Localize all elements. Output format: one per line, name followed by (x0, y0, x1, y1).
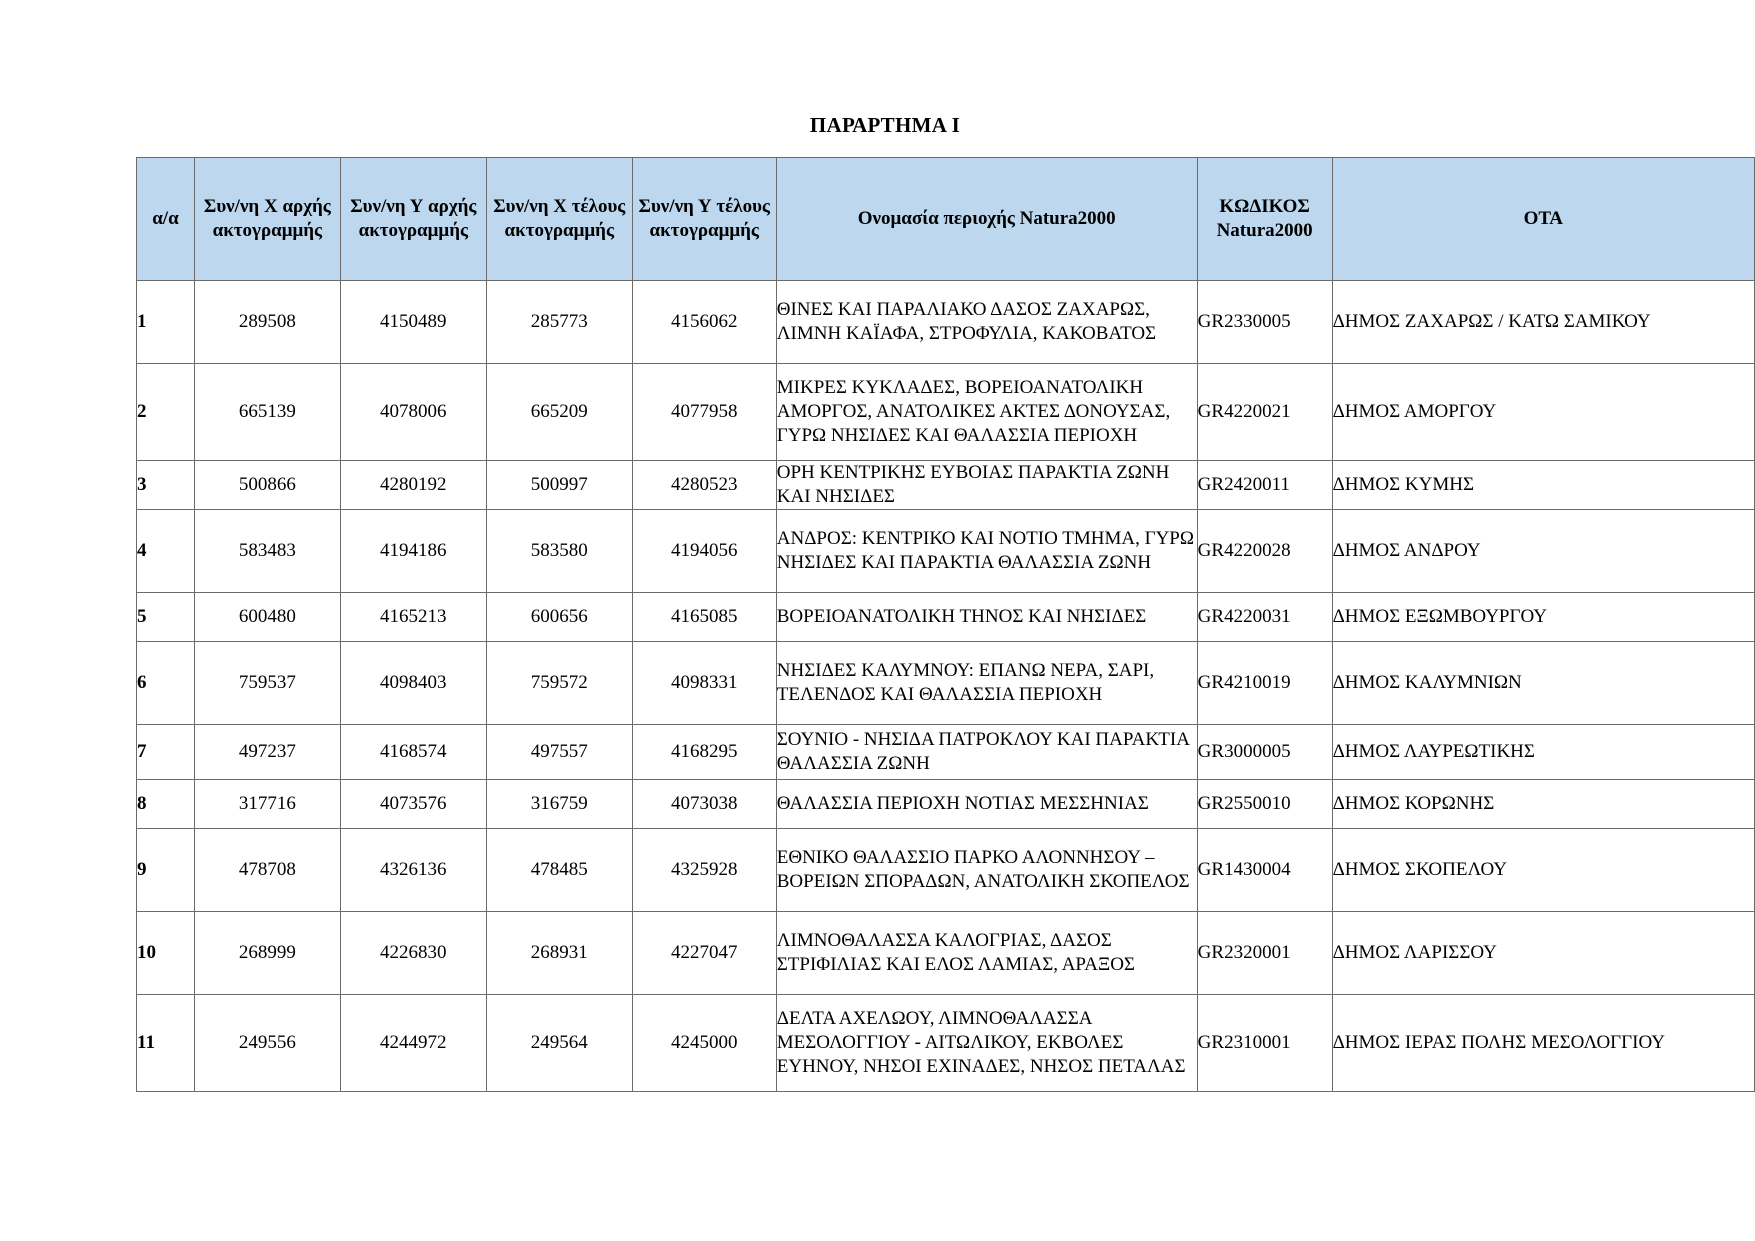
header-x-start: Συν/νη Χ αρχής ακτογραμμής (194, 158, 340, 281)
y-end-cell: 4194056 (632, 510, 776, 593)
x-start-cell: 249556 (194, 995, 340, 1092)
table-row (137, 461, 1755, 510)
table-row (137, 510, 1755, 593)
row-index: 9 (137, 829, 195, 912)
row-index: 2 (137, 364, 195, 461)
natura-name-cell: ΝΗΣΙΔΕΣ ΚΑΛΥΜΝΟΥ: ΕΠΑΝΩ ΝΕΡΑ, ΣΑΡΙ, ΤΕΛΕΝΔΟΣ ΚΑΙ ΘΑΛΑΣΣΙΑ ΠΕΡΙΟΧΗ (776, 642, 1197, 725)
x-end-cell: 478485 (486, 829, 632, 912)
y-start-cell: 4165213 (340, 593, 486, 642)
x-end-cell: 583580 (486, 510, 632, 593)
x-start-cell: 478708 (194, 829, 340, 912)
natura-name-cell: ΛΙΜΝΟΘΑΛΑΣΣΑ ΚΑΛΟΓΡΙΑΣ, ΔΑΣΟΣ ΣΤΡΙΦΙΛΙΑΣ ΚΑΙ ΕΛΟΣ ΛΑΜΙΑΣ, ΑΡΑΞΟΣ (776, 912, 1197, 995)
header-aa: α/α (137, 158, 195, 281)
ota-cell: ΔΗΜΟΣ ΑΝΔΡΟΥ (1332, 510, 1754, 593)
y-start-cell: 4280192 (340, 461, 486, 510)
y-end-cell: 4073038 (632, 780, 776, 829)
header-natura-code: ΚΩΔΙΚΟΣ Natura2000 (1197, 158, 1332, 281)
y-end-cell: 4280523 (632, 461, 776, 510)
natura-code-cell: GR2310001 (1197, 995, 1332, 1092)
y-start-cell: 4244972 (340, 995, 486, 1092)
ota-cell: ΔΗΜΟΣ ΣΚΟΠΕΛΟΥ (1332, 829, 1754, 912)
table-header-row (137, 158, 1755, 281)
ota-cell: ΔΗΜΟΣ ΕΞΩΜΒΟΥΡΓΟΥ (1332, 593, 1754, 642)
natura-coastline-table (136, 157, 1755, 1092)
table-row (137, 642, 1755, 725)
table-row (137, 725, 1755, 780)
y-start-cell: 4073576 (340, 780, 486, 829)
y-end-cell: 4245000 (632, 995, 776, 1092)
natura-code-cell: GR4220028 (1197, 510, 1332, 593)
x-start-cell: 759537 (194, 642, 340, 725)
natura-name-cell: ΑΝΔΡΟΣ: ΚΕΝΤΡΙΚΟ ΚΑΙ ΝΟΤΙΟ ΤΜΗΜΑ, ΓΥΡΩ ΝΗΣΙΔΕΣ ΚΑΙ ΠΑΡΑΚΤΙΑ ΘΑΛΑΣΣΙΑ ΖΩΝΗ (776, 510, 1197, 593)
ota-cell: ΔΗΜΟΣ ΖΑΧΑΡΩΣ / ΚΑΤΩ ΣΑΜΙΚΟΥ (1332, 281, 1754, 364)
header-ota: ΟΤΑ (1332, 158, 1754, 281)
ota-cell: ΔΗΜΟΣ ΚΥΜΗΣ (1332, 461, 1754, 510)
y-start-cell: 4226830 (340, 912, 486, 995)
x-end-cell: 665209 (486, 364, 632, 461)
y-end-cell: 4098331 (632, 642, 776, 725)
natura-name-cell: ΟΡΗ ΚΕΝΤΡΙΚΗΣ ΕΥΒΟΙΑΣ ΠΑΡΑΚΤΙΑ ΖΩΝΗ ΚΑΙ ΝΗΣΙΔΕΣ (776, 461, 1197, 510)
x-end-cell: 500997 (486, 461, 632, 510)
natura-name-cell: ΘΑΛΑΣΣΙΑ ΠΕΡΙΟΧΗ ΝΟΤΙΑΣ ΜΕΣΣΗΝΙΑΣ (776, 780, 1197, 829)
y-end-cell: 4168295 (632, 725, 776, 780)
row-index: 5 (137, 593, 195, 642)
row-index: 3 (137, 461, 195, 510)
y-end-cell: 4325928 (632, 829, 776, 912)
row-index: 1 (137, 281, 195, 364)
x-end-cell: 268931 (486, 912, 632, 995)
x-end-cell: 600656 (486, 593, 632, 642)
x-start-cell: 500866 (194, 461, 340, 510)
x-start-cell: 665139 (194, 364, 340, 461)
x-start-cell: 268999 (194, 912, 340, 995)
row-index: 6 (137, 642, 195, 725)
y-end-cell: 4165085 (632, 593, 776, 642)
natura-code-cell: GR2320001 (1197, 912, 1332, 995)
y-start-cell: 4098403 (340, 642, 486, 725)
y-start-cell: 4326136 (340, 829, 486, 912)
table-row (137, 912, 1755, 995)
y-start-cell: 4150489 (340, 281, 486, 364)
header-y-end: Συν/νη Υ τέλους ακτογραμμής (632, 158, 776, 281)
x-start-cell: 317716 (194, 780, 340, 829)
natura-code-cell: GR4210019 (1197, 642, 1332, 725)
table-row (137, 364, 1755, 461)
x-start-cell: 583483 (194, 510, 340, 593)
header-natura-name: Ονομασία περιοχής Natura2000 (776, 158, 1197, 281)
ota-cell: ΔΗΜΟΣ ΑΜΟΡΓΟΥ (1332, 364, 1754, 461)
x-end-cell: 759572 (486, 642, 632, 725)
page-title: ΠΑΡΑΡΤΗΜΑ Ι (809, 113, 961, 137)
y-start-cell: 4168574 (340, 725, 486, 780)
natura-name-cell: ΘΙΝΕΣ ΚΑΙ ΠΑΡΑΛΙΑΚΟ ΔΑΣΟΣ ΖΑΧΑΡΩΣ, ΛΙΜΝΗ ΚΑΪΑΦΑ, ΣΤΡΟΦΥΛΙΑ, ΚΑΚΟΒΑΤΟΣ (776, 281, 1197, 364)
ota-cell: ΔΗΜΟΣ ΛΑΡΙΣΣΟΥ (1332, 912, 1754, 995)
ota-cell: ΔΗΜΟΣ ΚΟΡΩΝΗΣ (1332, 780, 1754, 829)
x-start-cell: 600480 (194, 593, 340, 642)
header-x-end: Συν/νη Χ τέλους ακτογραμμής (486, 158, 632, 281)
natura-code-cell: GR2550010 (1197, 780, 1332, 829)
row-index: 8 (137, 780, 195, 829)
natura-code-cell: GR1430004 (1197, 829, 1332, 912)
natura-name-cell: ΕΘΝΙΚΟ ΘΑΛΑΣΣΙΟ ΠΑΡΚΟ ΑΛΟΝΝΗΣΟΥ – ΒΟΡΕΙΩΝ ΣΠΟΡΑΔΩΝ, ΑΝΑΤΟΛΙΚΗ ΣΚΟΠΕΛΟΣ (776, 829, 1197, 912)
table-row (137, 829, 1755, 912)
natura-code-cell: GR4220021 (1197, 364, 1332, 461)
row-index: 4 (137, 510, 195, 593)
x-end-cell: 249564 (486, 995, 632, 1092)
row-index: 10 (137, 912, 195, 995)
header-y-start: Συν/νη Υ αρχής ακτογραμμής (340, 158, 486, 281)
x-end-cell: 497557 (486, 725, 632, 780)
natura-code-cell: GR3000005 (1197, 725, 1332, 780)
table-row (137, 281, 1755, 364)
table-row (137, 995, 1755, 1092)
x-end-cell: 285773 (486, 281, 632, 364)
natura-code-cell: GR2330005 (1197, 281, 1332, 364)
y-end-cell: 4156062 (632, 281, 776, 364)
natura-name-cell: ΜΙΚΡΕΣ ΚΥΚΛΑΔΕΣ, ΒΟΡΕΙΟΑΝΑΤΟΛΙΚΗ ΑΜΟΡΓΟΣ, ΑΝΑΤΟΛΙΚΕΣ ΑΚΤΕΣ ΔΟΝΟΥΣΑΣ, ΓΥΡΩ ΝΗΣΙΔΕΣ ΚΑΙ ΘΑΛΑΣΣΙΑ ΠΕΡΙΟΧΗ (776, 364, 1197, 461)
x-start-cell: 497237 (194, 725, 340, 780)
y-start-cell: 4078006 (340, 364, 486, 461)
natura-code-cell: GR2420011 (1197, 461, 1332, 510)
y-end-cell: 4227047 (632, 912, 776, 995)
ota-cell: ΔΗΜΟΣ ΙΕΡΑΣ ΠΟΛΗΣ ΜΕΣΟΛΟΓΓΙΟΥ (1332, 995, 1754, 1092)
table-row (137, 593, 1755, 642)
natura-name-cell: ΔΕΛΤΑ ΑΧΕΛΩΟΥ, ΛΙΜΝΟΘΑΛΑΣΣΑ ΜΕΣΟΛΟΓΓΙΟΥ - ΑΙΤΩΛΙΚΟΥ, ΕΚΒΟΛΕΣ ΕΥΗΝΟΥ, ΝΗΣΟΙ ΕΧΙΝΑΔΕΣ, ΝΗΣΟΣ ΠΕΤΑΛΑΣ (776, 995, 1197, 1092)
ota-cell: ΔΗΜΟΣ ΚΑΛΥΜΝΙΩΝ (1332, 642, 1754, 725)
y-start-cell: 4194186 (340, 510, 486, 593)
natura-code-cell: GR4220031 (1197, 593, 1332, 642)
ota-cell: ΔΗΜΟΣ ΛΑΥΡΕΩΤΙΚΗΣ (1332, 725, 1754, 780)
y-end-cell: 4077958 (632, 364, 776, 461)
x-end-cell: 316759 (486, 780, 632, 829)
table-row (137, 780, 1755, 829)
row-index: 11 (137, 995, 195, 1092)
natura-name-cell: ΒΟΡΕΙΟΑΝΑΤΟΛΙΚΗ ΤΗΝΟΣ ΚΑΙ ΝΗΣΙΔΕΣ (776, 593, 1197, 642)
natura-name-cell: ΣΟΥΝΙΟ - ΝΗΣΙΔΑ ΠΑΤΡΟΚΛΟΥ ΚΑΙ ΠΑΡΑΚΤΙΑ ΘΑΛΑΣΣΙΑ ΖΩΝΗ (776, 725, 1197, 780)
x-start-cell: 289508 (194, 281, 340, 364)
row-index: 7 (137, 725, 195, 780)
